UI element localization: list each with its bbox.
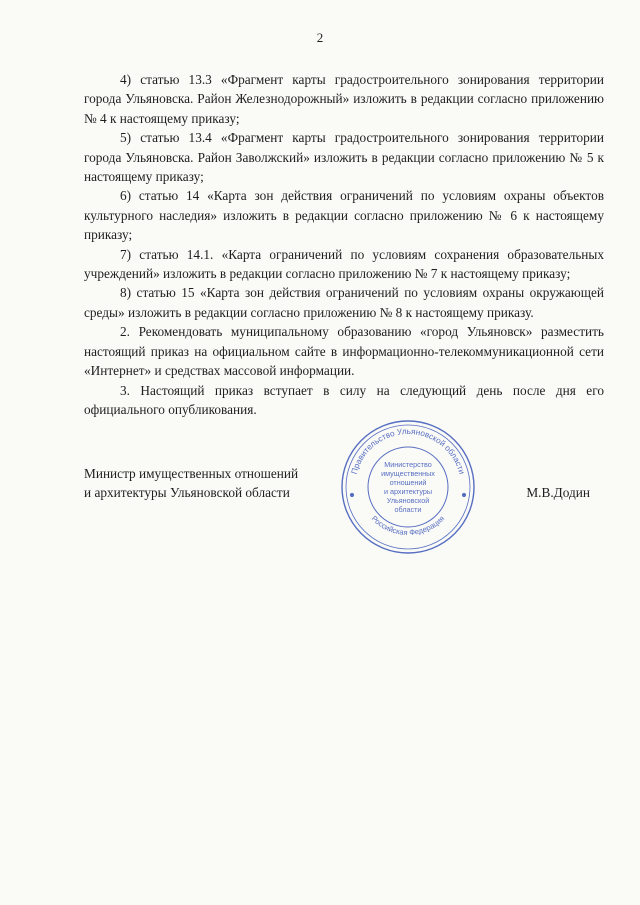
stamp-inner-line-2: имущественных <box>381 469 435 478</box>
stamp-outer-top-text: Правительство Ульяновской области <box>349 426 467 476</box>
paragraph-section-2: 2. Рекомендовать муниципальному образованию «город Ульяновск» разместить настоящий приказ на официальном сайте в информационно-телекоммуникационной сети «Интернет» и средствах массовой информации. <box>84 324 604 379</box>
stamp-inner-line-6: области <box>394 505 422 514</box>
signatory-title-line-2: и архитектуры Ульяновской области <box>84 485 290 501</box>
paragraph-item-8: 8) статью 15 «Карта зон действия ограничений по условиям охраны окружающей среды» изложить в редакции согласно приложению № 8 к настоящему приказу. <box>84 285 604 320</box>
paragraph-item-4: 4) статью 13.3 «Фрагмент карты градостроительного зонирования территории города Ульяновска. Район Железнодорожный» изложить в редакции согласно приложению № 4 к настоящему приказу; <box>84 72 604 126</box>
paragraph-item-7: 7) статью 14.1. «Карта ограничений по условиям сохранения образовательных учреждений» изложить в редакции согласно приложению № 7 к настоящему приказу; <box>84 246 604 282</box>
stamp-inner-line-4: и архитектуры <box>383 487 433 496</box>
page-number: 2 <box>316 30 324 45</box>
paragraph-item-5: 5) статью 13.4 «Фрагмент карты градостроительного зонирования территории города Ульяновска. Район Заволжский» изложить в редакции согласно приложению № 5 к настоящему приказу; <box>84 130 604 185</box>
stamp-star-right-icon <box>462 493 465 496</box>
official-stamp <box>338 415 478 555</box>
stamp-star-left-icon <box>350 493 353 496</box>
paragraph-section-3: 3. Настоящий приказ вступает в силу на следующий день после дня его официального опубликования. <box>84 382 604 417</box>
stamp-outer-bottom-text: Российская Федерация <box>369 513 447 538</box>
stamp-inner-line-1: Министерство <box>384 460 432 469</box>
stamp-inner-line-5: Ульяновской <box>386 496 430 505</box>
paragraph-item-6: 6) статью 14 «Карта зон действия ограничений по условиям охраны объектов культурного наследия» изложить в редакции согласно приложению № 6 к настоящему приказу; <box>84 188 604 243</box>
stamp-inner-line-3: отношений <box>389 478 427 487</box>
document-body <box>84 70 604 419</box>
signatory-name: М.В.Додин <box>526 485 590 500</box>
signatory-title-line-1: Министр имущественных отношений <box>84 466 299 481</box>
